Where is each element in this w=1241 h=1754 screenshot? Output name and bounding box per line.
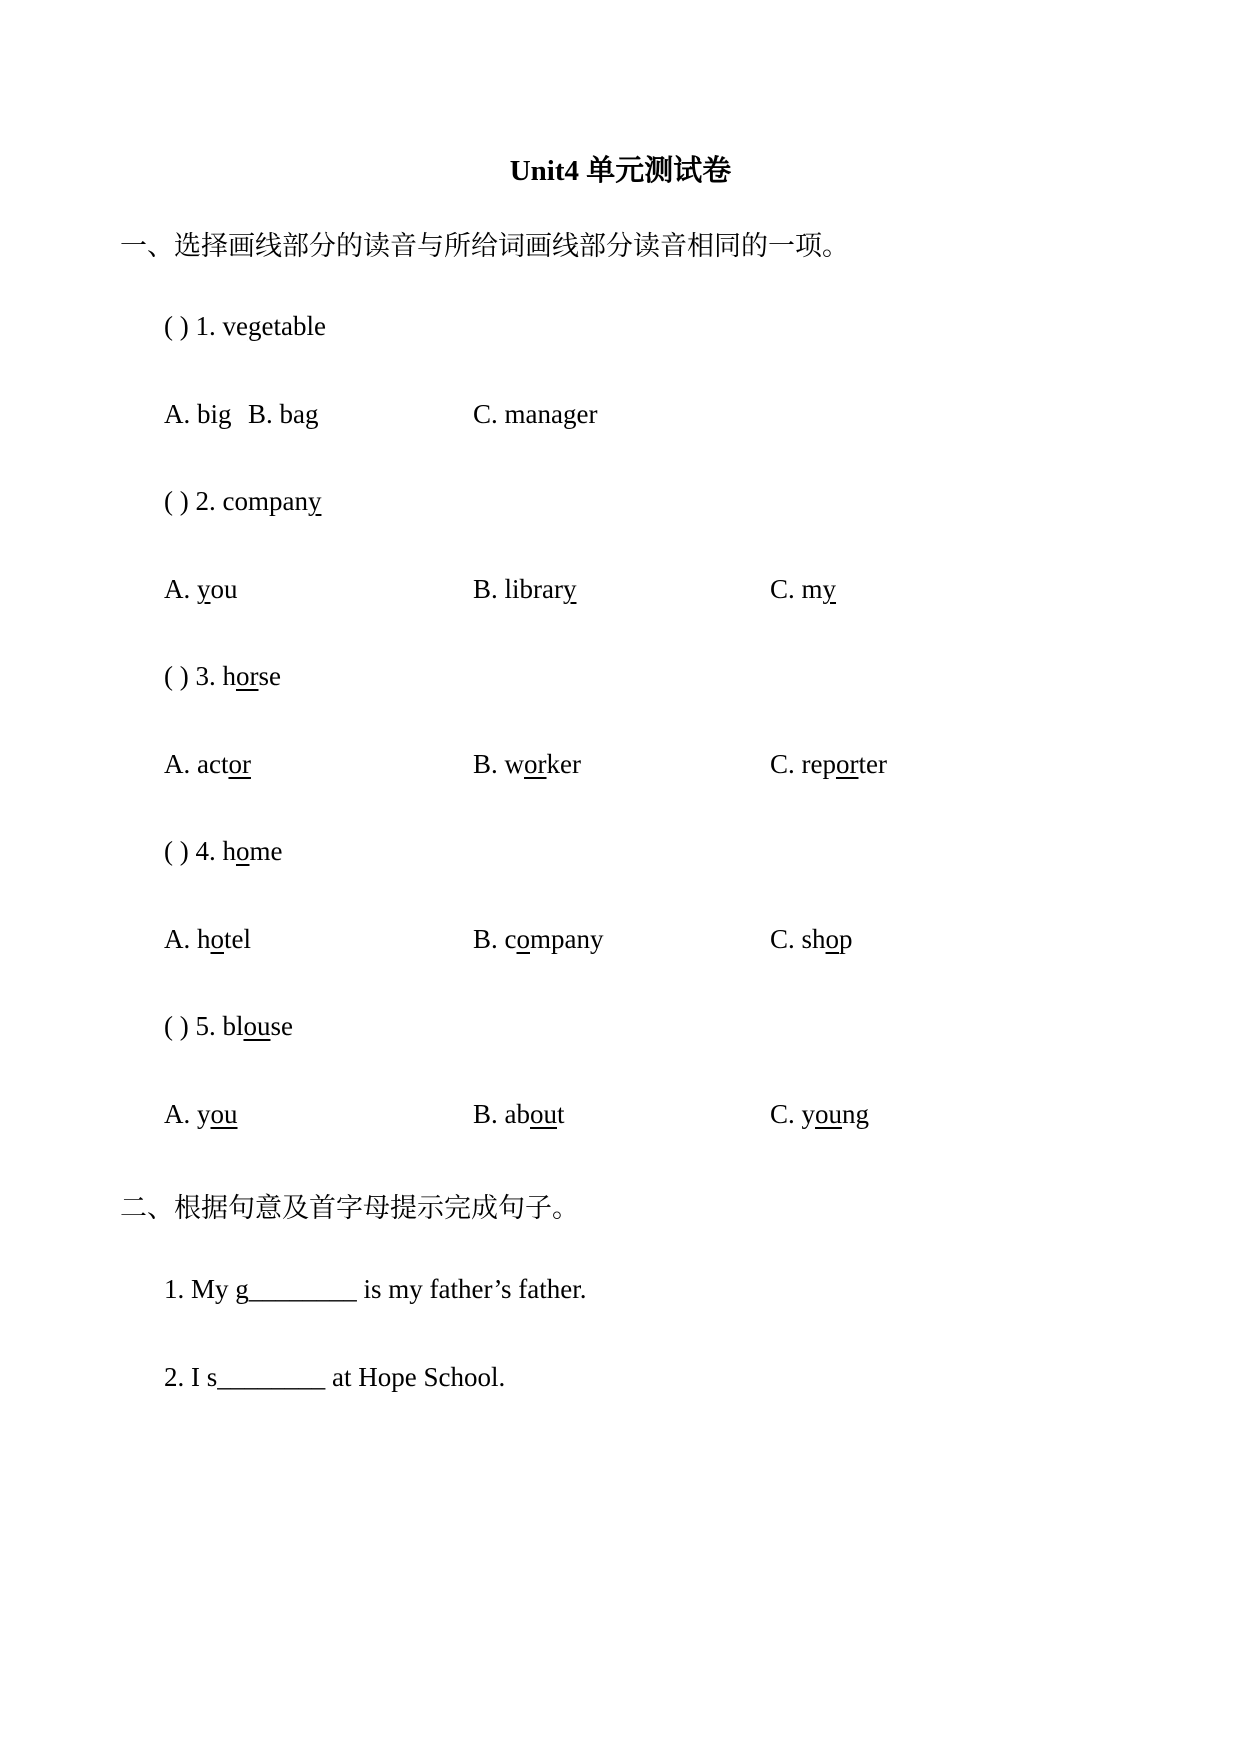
question-4-option-b: B. company [473, 924, 604, 954]
question-3-option-a: A. actor [164, 749, 251, 779]
question-4-option-a: A. hotel [164, 924, 251, 954]
question-5-option-b: B. about [473, 1099, 565, 1129]
question-5: ( ) 5. blouse [164, 1011, 293, 1041]
section-1-heading: 一、选择画线部分的读音与所给词画线部分读音相同的一项。 [120, 231, 849, 261]
section-2-heading: 二、根据句意及首字母提示完成句子。 [120, 1193, 579, 1223]
question-2-option-c: C. my [770, 574, 837, 604]
question-4: ( ) 4. home [164, 836, 283, 866]
question-5-option-c: C. young [770, 1099, 870, 1129]
question-4-option-c: C. shop [770, 924, 853, 954]
question-1-option-b: B. bag [248, 399, 319, 429]
question-1-option-c: C. manager [473, 399, 598, 429]
question-1-option-a: A. big [164, 399, 232, 429]
fill-in-item-2: 2. I s________ at Hope School. [164, 1362, 506, 1392]
page-title: Unit4 单元测试卷 [509, 155, 732, 187]
question-3-option-c: C. reporter [770, 749, 887, 779]
fill-in-item-1: 1. My g________ is my father’s father. [164, 1274, 587, 1304]
question-2: ( ) 2. company [164, 486, 322, 516]
question-5-option-a: A. you [164, 1099, 238, 1129]
question-2-option-a: A. you [164, 574, 238, 604]
question-3-option-b: B. worker [473, 749, 581, 779]
question-3: ( ) 3. horse [164, 661, 281, 691]
question-1: ( ) 1. vegetable [164, 311, 326, 341]
question-2-option-b: B. library [473, 574, 577, 604]
